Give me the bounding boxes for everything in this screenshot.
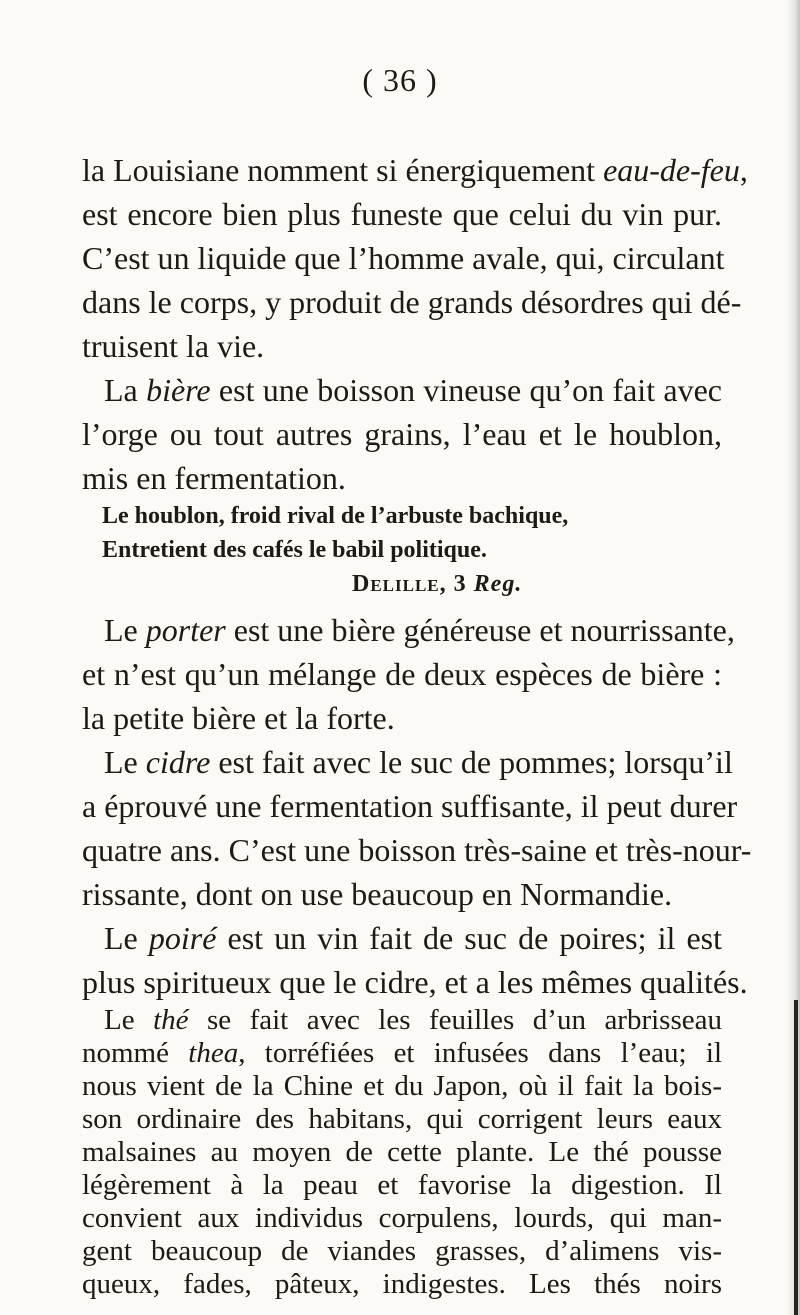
text-line: la Louisiane nomment si énergiquement eau-de-feu, <box>82 152 748 188</box>
verse-line: Le houblon, froid rival de l’arbuste bachique, <box>102 503 569 529</box>
text-line: a éprouvé une fermentation suffisante, il peut durer <box>82 788 738 824</box>
text-line: C’est un liquide que l’homme avale, qui, circulant <box>82 240 725 276</box>
text-line: et n’est qu’un mélange de deux espèces de bière : <box>82 656 722 692</box>
text-line: convient aux individus corpulens, lourds, qui man- <box>82 1202 722 1234</box>
text-line: l’orge ou tout autres grains, l’eau et le houblon, <box>82 416 722 452</box>
text-line: Le cidre est fait avec le suc de pommes; lorsqu’il <box>104 744 733 780</box>
text-line: rissante, dont on use beaucoup en Normandie. <box>82 876 673 912</box>
verse-attribution: Delille, 3 Reg. <box>352 571 523 597</box>
text-line: plus spiritueux que le cidre, et a les mêmes qualités. <box>82 964 748 1000</box>
text-line: malsaines au moyen de cette plante. Le thé pousse <box>82 1136 722 1168</box>
text-line: gent beaucoup de viandes grasses, d’alimens vis- <box>82 1235 722 1267</box>
text-line: nous vient de la Chine et du Japon, où il fait la bois- <box>82 1070 722 1102</box>
text-line: dans le corps, y produit de grands désordres qui dé- <box>82 284 742 320</box>
text-line: Le thé se fait avec les feuilles d’un arbrisseau <box>104 1004 722 1036</box>
text-line: truisent la vie. <box>82 328 265 364</box>
page-number: ( 36 ) <box>362 62 438 98</box>
text-line: est encore bien plus funeste que celui du vin pur. <box>82 196 722 232</box>
text-line: queux, fades, pâteux, indigestes. Les thés noirs <box>82 1268 722 1300</box>
text-line: Le porter est une bière généreuse et nourrissante, <box>104 612 735 648</box>
text-line: quatre ans. C’est une boisson très-saine et très-nour- <box>82 832 752 868</box>
text-line: la petite bière et la forte. <box>82 700 395 736</box>
author-name: Delille <box>352 571 440 597</box>
text-line: mis en fermentation. <box>82 460 346 496</box>
text-line: légèrement à la peau et favorise la digestion. Il <box>82 1169 722 1201</box>
text-line: nommé thea, torréfiées et infusées dans l’eau; il <box>82 1037 722 1069</box>
text-line: Le poiré est un vin fait de suc de poires; il est <box>104 920 723 956</box>
page-binding-edge <box>794 1000 798 1315</box>
text-line: son ordinaire des habitans, qui corrigent leurs eaux <box>82 1103 722 1135</box>
verse-line: Entretient des cafés le babil politique. <box>102 537 487 563</box>
text-line: La bière est une boisson vineuse qu’on fait avec <box>104 372 723 408</box>
